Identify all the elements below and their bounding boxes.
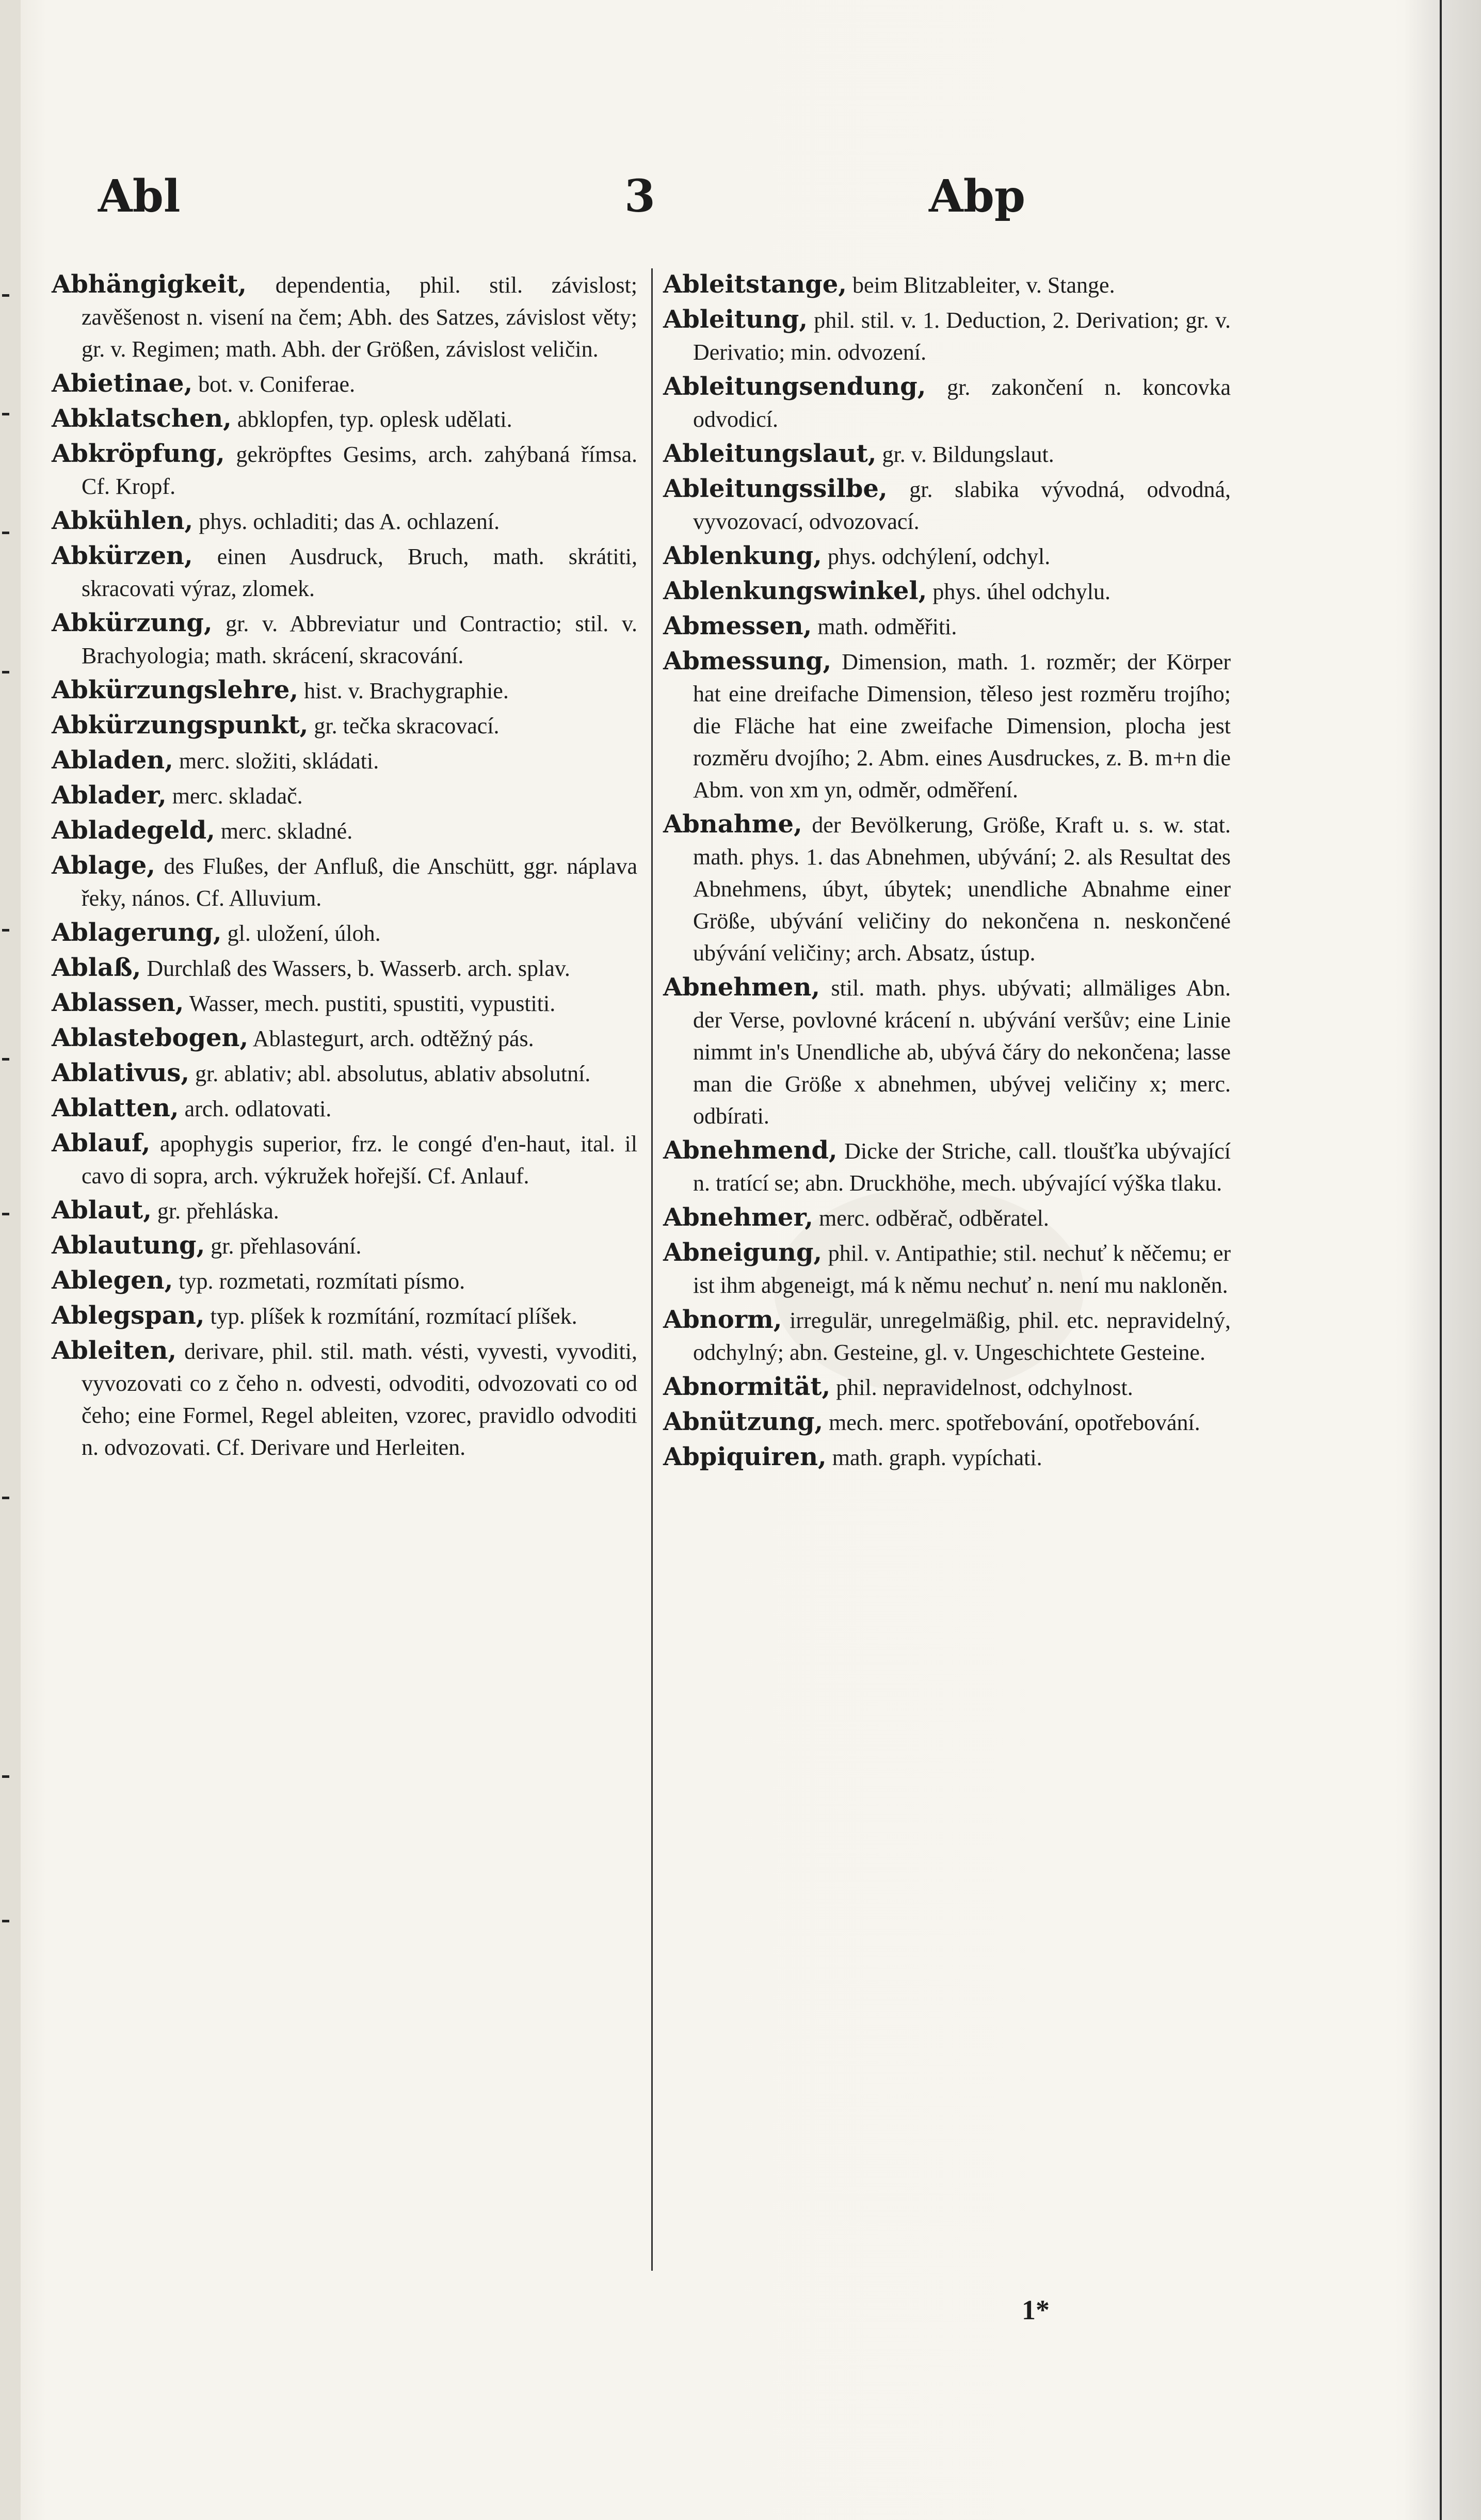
dictionary-entry [52, 952, 637, 985]
dictionary-entry [663, 971, 1231, 1132]
entry-headword: Abnahme, [663, 810, 802, 839]
dictionary-entry [52, 1299, 637, 1333]
entry-definition: gekröpftes Gesims, arch. zahýbaná římsa. Cf. Kropf. [82, 442, 637, 499]
entry-headword: Ableitungsendung, [663, 372, 926, 401]
entry-definition: Ablastegurt, arch. odtěžný pás. [252, 1026, 534, 1051]
entry-headword: Ableitstange, [663, 270, 847, 299]
dictionary-entry [52, 1057, 637, 1090]
dictionary-entry [52, 1229, 637, 1262]
entry-definition: math. graph. vypíchati. [832, 1445, 1042, 1470]
entry-headword: Abhängigkeit, [52, 270, 247, 299]
entry-headword: Abkürzen, [52, 541, 193, 570]
right-column [663, 268, 1231, 1476]
entry-headword: Ablader, [52, 781, 167, 810]
entry-headword: Abklatschen, [52, 404, 232, 433]
header-left-guide-word: Abl [98, 170, 181, 222]
entry-definition: hist. v. Brachygraphie. [304, 678, 509, 703]
entry-headword: Abmessen, [663, 612, 812, 640]
entry-headword: Abladen, [52, 746, 173, 775]
dictionary-entry [663, 438, 1231, 471]
entry-headword: Abnehmend, [663, 1136, 838, 1165]
entry-definition: des Flußes, der Anfluß, die Anschütt, ggr. náplava řeky, nános. Cf. Alluvium. [82, 854, 638, 911]
entry-headword: Abnützung, [663, 1407, 824, 1436]
entry-definition: math. odměřiti. [817, 614, 957, 639]
entry-definition: Dimension, math. 1. rozměr; der Körper hat eine dreifache Dimension, těleso jest rozměru trojího; die Fläche hat eine zweifache Dimension, plocha jest rozměru dvojího; 2. Abm. eines Ausdruckes, z. B. m+n die Abm. von xm yn, odměr, odměření. [693, 649, 1231, 802]
entry-definition: einen Ausdruck, Bruch, math. skrátiti, skracovati výraz, zlomek. [82, 544, 637, 601]
entry-headword: Ablenkung, [663, 541, 822, 570]
entry-headword: Ableitung, [663, 305, 808, 334]
dictionary-entry [663, 268, 1231, 301]
entry-definition: phys. úhel odchylu. [932, 579, 1110, 604]
entry-headword: Ablaut, [52, 1196, 152, 1225]
entry-headword: Abietinae, [52, 369, 193, 398]
entry-headword: Abnorm, [663, 1305, 782, 1334]
entry-definition: typ. rozmetati, rozmítati písmo. [179, 1269, 465, 1294]
dictionary-entry [52, 849, 637, 914]
entry-definition: gr. v. Abbreviatur und Contractio; stil. v. Brachyologia; math. skrácení, skracování. [82, 611, 637, 668]
dictionary-entry [52, 1092, 637, 1125]
entry-definition: merc. skladač. [172, 783, 303, 809]
entry-definition: gr. slabika vývodná, odvodná, vyvozovací, odvozovací. [693, 477, 1231, 534]
dictionary-entry [52, 540, 637, 605]
dictionary-entry [52, 268, 637, 365]
entry-headword: Abkürzungslehre, [52, 676, 299, 704]
entry-headword: Abladegeld, [52, 816, 215, 845]
entry-definition: mech. merc. spotřebování, opotřebování. [829, 1410, 1200, 1435]
entry-headword: Abkröpfung, [52, 439, 225, 468]
entry-definition: gr. tečka skracovací. [314, 713, 500, 739]
dictionary-entry [663, 1134, 1231, 1199]
dictionary-entry [52, 607, 637, 672]
dictionary-entry [52, 403, 637, 436]
entry-definition: derivare, phil. stil. math. vésti, vyvesti, vyvoditi, vyvozovati co z čeho n. odvesti, odvoditi, odvozovati co od čeho; eine Formel, Regel ableiten, vzorec, pravidlo odvoditi n. odvozovati. Cf. Derivare und Herleiten. [82, 1339, 638, 1460]
dictionary-entry [663, 1406, 1231, 1439]
dictionary-entry [663, 645, 1231, 806]
entry-definition: merc. složiti, skládati. [179, 748, 379, 774]
entry-definition: stil. math. phys. ubývati; allmäliges Abn. der Verse, povlovné krácení n. ubývání veršův; eine Linie nimmt in's Unendliche ab, ubývá čáry do nekončena; lasse man die Größe x abnehmen, ubývej veličiny x; merc. odbírati. [693, 975, 1231, 1129]
dictionary-entry [663, 610, 1231, 643]
dictionary-entry [663, 575, 1231, 608]
running-header [77, 170, 1213, 227]
entry-definition: phil. v. Antipathie; stil. nechuť k něčemu; er ist ihm abgeneigt, má k němu nechuť n. není mu nakloněn. [693, 1241, 1231, 1298]
entry-headword: Abnormität, [663, 1372, 831, 1401]
dictionary-entry [52, 1264, 637, 1297]
entry-headword: Ableiten, [52, 1336, 177, 1365]
entry-headword: Ablativus, [52, 1058, 190, 1087]
dictionary-entry [52, 1335, 637, 1464]
dictionary-entry [52, 709, 637, 742]
entry-headword: Ablaß, [52, 953, 141, 982]
dictionary-entry [663, 303, 1231, 368]
entry-headword: Ablenkungswinkel, [663, 576, 927, 605]
dictionary-entry [663, 1237, 1231, 1302]
dictionary-entry [52, 744, 637, 777]
entry-definition: bot. v. Coniferae. [198, 372, 356, 397]
entry-definition: phys. odchýlení, odchyl. [827, 544, 1051, 569]
dictionary-entry [663, 371, 1231, 436]
entry-headword: Ablage, [52, 851, 155, 880]
dictionary-entry [52, 367, 637, 400]
entry-definition: dependentia, phil. stil. závislost; zavěšenost n. visení na čem; Abh. des Satzes, závislost věty; gr. v. Regimen; math. Abh. der Größen, závislost veličin. [82, 272, 637, 362]
entry-definition: der Bevölkerung, Größe, Kraft u. s. w. stat. math. phys. 1. das Abnehmen, ubývání; 2. als Resultat des Abnehmens, úbyt, úbytek; unendliche Abnahme einer Größe, ubývání veličiny do nekončena n. neskončené ubývání veličiny; arch. Absatz, ústup. [693, 812, 1231, 966]
entry-headword: Abmessung, [663, 647, 832, 676]
entry-headword: Abkürzung, [52, 608, 213, 637]
entry-headword: Ablassen, [52, 988, 184, 1017]
entry-definition: phil. stil. v. 1. Deduction, 2. Derivation; gr. v. Derivatio; min. odvození. [693, 308, 1231, 365]
entry-definition: beim Blitzableiter, v. Stange. [852, 272, 1115, 298]
entry-definition: Durchlaß des Wassers, b. Wasserb. arch. splav. [147, 956, 570, 981]
left-column [52, 268, 637, 1466]
opposite-page-edge [1404, 0, 1481, 2520]
entry-headword: Ablastebogen, [52, 1023, 249, 1052]
entry-definition: abklopfen, typ. oplesk udělati. [237, 407, 512, 432]
entry-definition: phil. nepravidelnost, odchylnost. [836, 1375, 1133, 1400]
signature-mark: 1* [1022, 2294, 1050, 2325]
entry-headword: Abnehmen, [663, 973, 820, 1002]
dictionary-entry [52, 779, 637, 812]
entry-headword: Ablegen, [52, 1266, 173, 1295]
entry-definition: gr. přehláska. [157, 1198, 279, 1224]
header-right-guide-word: Abp [929, 170, 1025, 222]
entry-definition: gl. uložení, úloh. [227, 921, 381, 946]
dictionary-entry [663, 1371, 1231, 1404]
dictionary-entry [663, 1201, 1231, 1234]
dictionary-entry [52, 1022, 637, 1055]
entry-definition: merc. odběrač, odběratel. [818, 1206, 1049, 1231]
entry-headword: Abneigung, [663, 1238, 823, 1267]
entry-definition: merc. skladné. [220, 818, 353, 844]
dictionary-entry [52, 1127, 637, 1192]
gutter-marks [0, 0, 21, 2520]
entry-headword: Abnehmer, [663, 1203, 813, 1232]
entry-definition: irregulär, unregelmäßig, phil. etc. nepravidelný, odchylný; abn. Gesteine, gl. v. Ungeschichtete Gesteine. [693, 1308, 1231, 1365]
dictionary-entry [663, 473, 1231, 538]
entry-definition: Dicke der Striche, call. tloušťka ubývající n. tratící se; abn. Druckhöhe, mech. ubývající výška tlaku. [693, 1138, 1231, 1196]
entry-headword: Ablauf, [52, 1129, 151, 1158]
entry-headword: Ablagerung, [52, 918, 222, 947]
column-divider [651, 268, 653, 2271]
dictionary-entry [663, 1304, 1231, 1369]
entry-definition: gr. ablativ; abl. absolutus, ablativ absolutní. [195, 1061, 591, 1086]
dictionary-entry [52, 917, 637, 950]
entry-definition: typ. plíšek k rozmítání, rozmítací plíšek. [210, 1304, 577, 1329]
dictionary-entry [663, 808, 1231, 969]
entry-definition: Wasser, mech. pustiti, spustiti, vypustiti. [189, 991, 556, 1016]
entry-definition: gr. zakončení n. koncovka odvodicí. [693, 375, 1231, 432]
entry-definition: gr. přehlasování. [211, 1233, 362, 1259]
entry-headword: Abkühlen, [52, 506, 194, 535]
entry-headword: Ableitungslaut, [663, 439, 877, 468]
entry-definition: apophygis superior, frz. le congé d'en-haut, ital. il cavo di sopra, arch. výkružek hořejší. Cf. Anlauf. [82, 1131, 637, 1189]
dictionary-entry [52, 987, 637, 1020]
dictionary-entry [52, 1194, 637, 1227]
dictionary-entry [52, 505, 637, 538]
entry-headword: Ablegspan, [52, 1301, 205, 1330]
dictionary-entry [663, 540, 1231, 573]
entry-headword: Abkürzungspunkt, [52, 711, 309, 740]
entry-headword: Ableitungssilbe, [663, 474, 888, 503]
entry-headword: Ablautung, [52, 1231, 205, 1260]
entry-headword: Ablatten, [52, 1094, 179, 1122]
dictionary-entry [52, 438, 637, 503]
page-number: 3 [624, 170, 655, 222]
entry-definition: gr. v. Bildungslaut. [882, 442, 1054, 467]
entry-definition: phys. ochladiti; das A. ochlazení. [199, 509, 500, 534]
dictionary-entry [52, 674, 637, 707]
entry-headword: Abpiquiren, [663, 1442, 827, 1471]
dictionary-entry [663, 1441, 1231, 1474]
entry-definition: arch. odlatovati. [184, 1096, 332, 1121]
dictionary-entry [52, 814, 637, 847]
